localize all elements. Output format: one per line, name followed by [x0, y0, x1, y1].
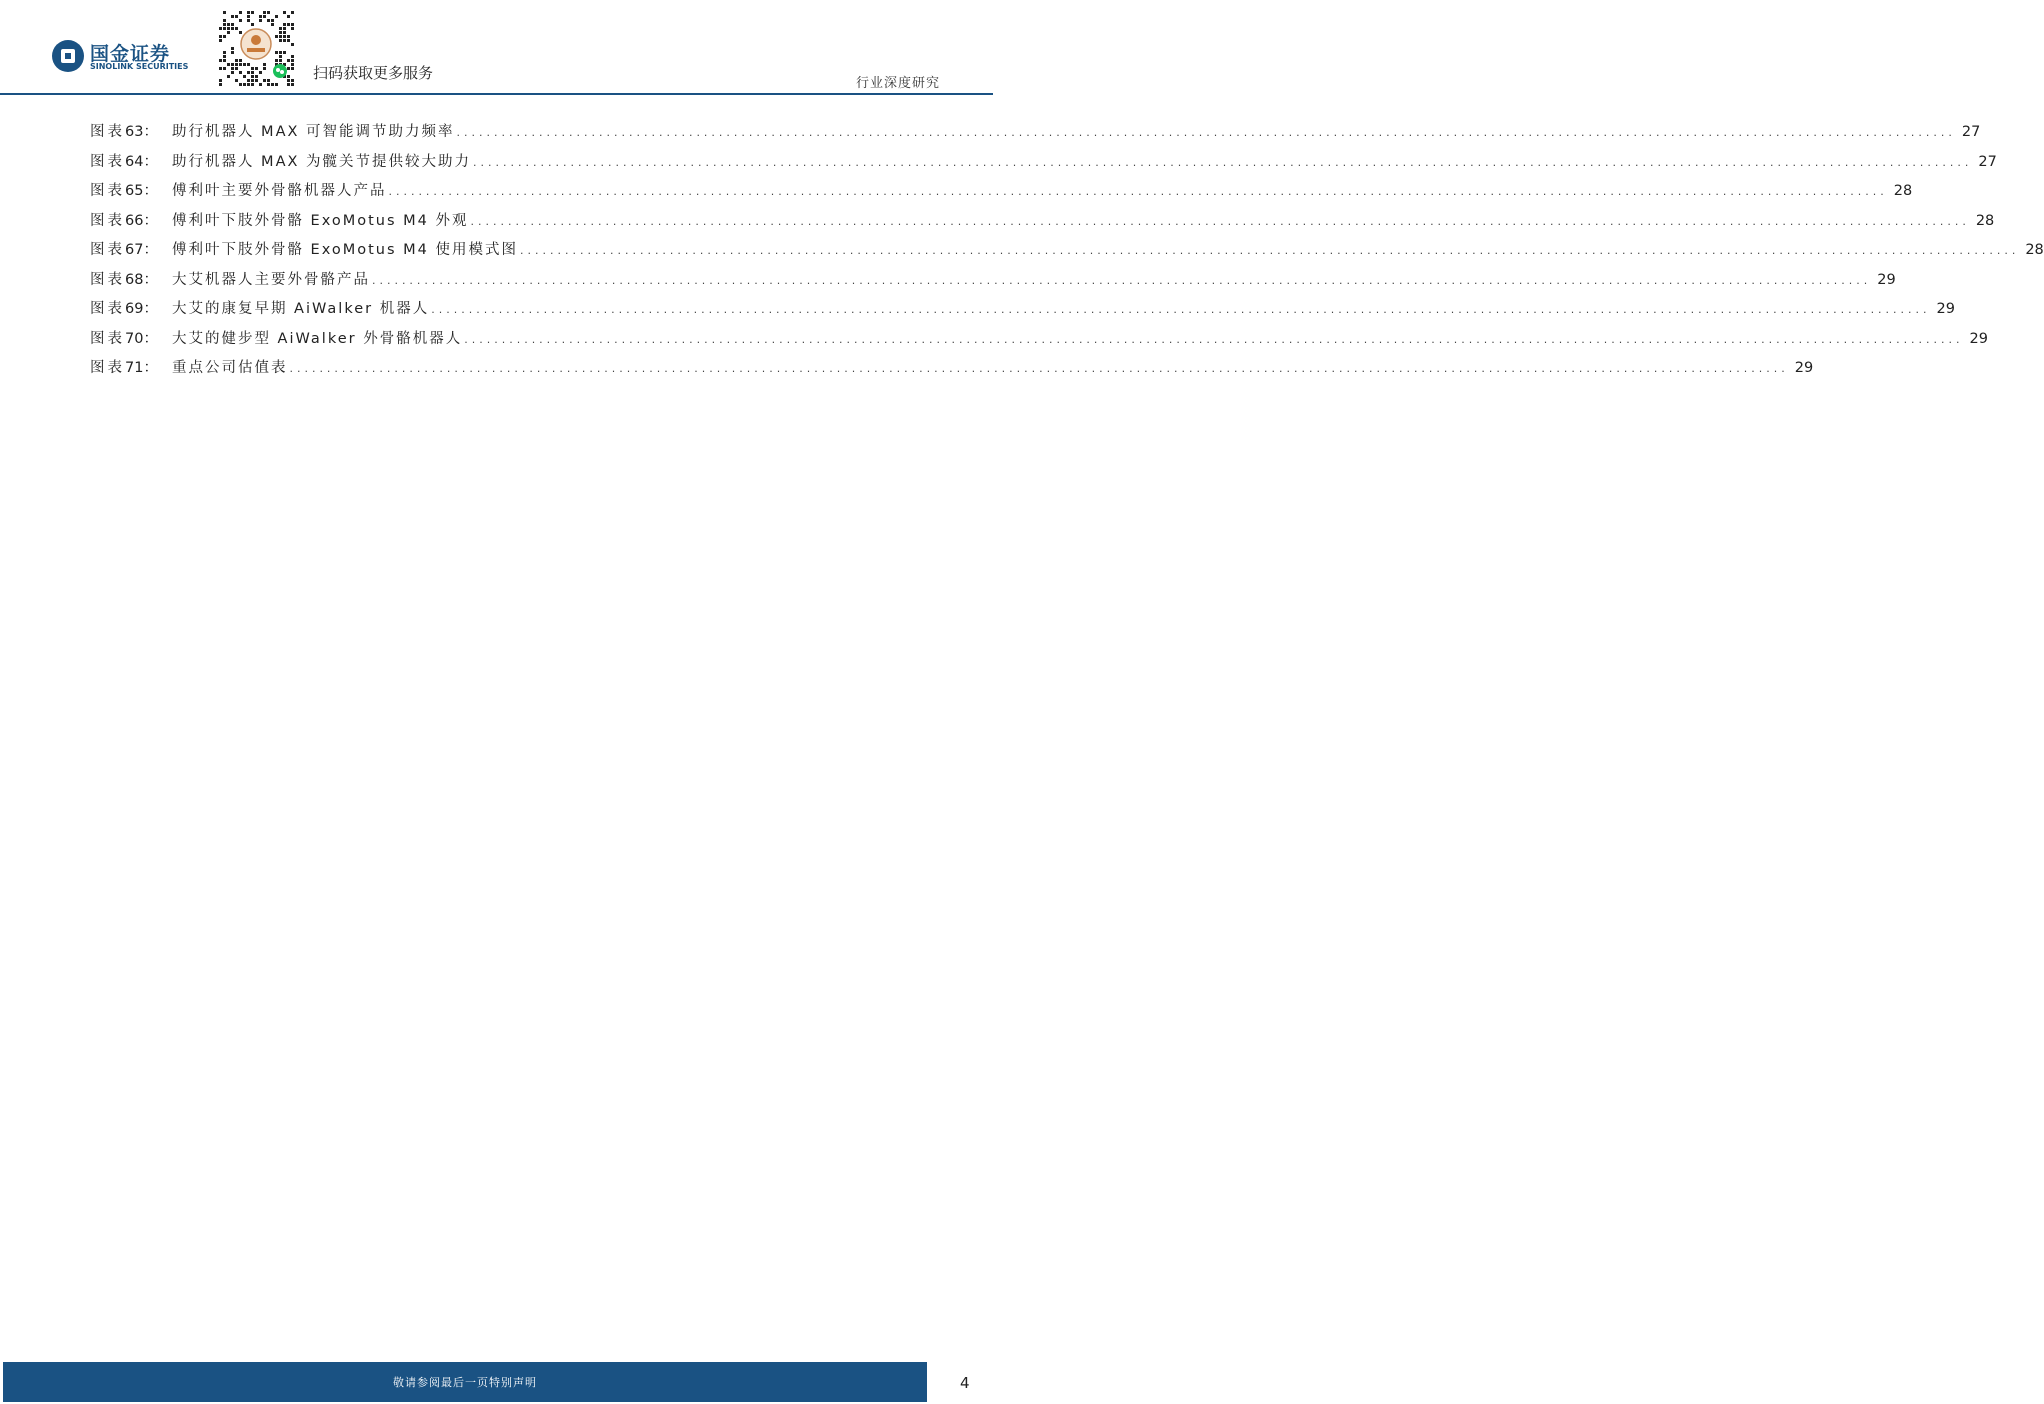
toc-entry-number: 69: [125, 301, 144, 317]
toc-entry-colon: ：: [143, 301, 158, 317]
toc-entry-colon: ：: [143, 183, 158, 199]
toc-entry[interactable]: [90, 297, 1955, 327]
toc-entry[interactable]: [90, 209, 1995, 239]
toc-entry-colon: ：: [143, 330, 158, 347]
toc-entry[interactable]: [90, 120, 1981, 150]
report-type-label: 行业深度研究: [855, 76, 940, 91]
page-footer: [3, 1362, 927, 1402]
toc-entry-number: 71: [125, 360, 144, 376]
toc-entry-number: 67: [125, 242, 144, 258]
toc-entry-title: 傅利叶下肢外骨骼 ExoMotus M4 外观: [171, 212, 469, 229]
toc-entry-page: 28: [2025, 242, 2044, 258]
toc-entry-number: 65: [125, 183, 144, 199]
logo-cn-text: 国金证券: [90, 43, 171, 65]
toc-entry-number: 66: [125, 212, 144, 229]
toc-entry-prefix: 图表: [90, 242, 125, 258]
toc-entry-leader: ........................................................................................................................................................................................................: [289, 362, 1789, 375]
toc-entry-leader: ........................................................................................................................................................................................................: [456, 126, 1956, 139]
toc-entry-page: 27: [1978, 153, 1997, 170]
toc-entry-number: 64: [125, 153, 144, 170]
toc-entry-colon: ：: [143, 212, 158, 229]
toc-entry-page: 29: [1794, 360, 1814, 376]
toc-entry-leader: ........................................................................................................................................................................................................: [464, 332, 1964, 346]
scan-service-text: 扫码获取更多服务: [313, 64, 434, 82]
toc-entry-leader: ........................................................................................................................................................................................................: [473, 155, 1973, 169]
sinolink-logo-icon: [52, 40, 84, 72]
toc-entry-page: 29: [1936, 301, 1955, 317]
toc-entry-colon: ：: [143, 153, 158, 170]
toc-entry-page: 29: [1969, 330, 1988, 347]
header-divider: [0, 93, 993, 95]
toc-entry-title: 重点公司估值表: [171, 360, 288, 376]
toc-entry-prefix: 图表: [90, 212, 125, 229]
footer-disclaimer: 敬请参阅最后一页特别声明: [393, 1376, 537, 1389]
toc-entry-page: 27: [1961, 124, 1981, 140]
toc-entry-colon: ：: [143, 242, 158, 258]
toc-entry-title: 傅利叶主要外骨骼机器人产品: [171, 183, 387, 199]
table-of-figures: [90, 120, 2044, 386]
page-number: 4: [960, 1374, 970, 1392]
toc-entry-title: 傅利叶下肢外骨骼 ExoMotus M4 使用模式图: [171, 242, 518, 258]
toc-entry-page: 28: [1975, 212, 1995, 229]
toc-entry-leader: ........................................................................................................................................................................................................: [431, 303, 1931, 316]
sinolink-logo: [52, 38, 202, 74]
toc-entry-colon: ：: [143, 271, 158, 288]
toc-entry-leader: ........................................................................................................................................................................................................: [388, 185, 1888, 198]
toc-entry-prefix: 图表: [90, 183, 125, 199]
toc-entry-title: 大艾机器人主要外骨骼产品: [171, 271, 370, 288]
toc-entry[interactable]: [90, 327, 1988, 357]
toc-entry[interactable]: [90, 150, 1997, 180]
logo-en-text: SINOLINK SECURITIES: [90, 62, 189, 71]
toc-entry-colon: ：: [143, 360, 158, 376]
toc-entry-prefix: 图表: [90, 360, 125, 376]
toc-entry-leader: ........................................................................................................................................................................................................: [371, 273, 1872, 287]
toc-entry-prefix: 图表: [90, 124, 125, 140]
toc-entry[interactable]: [90, 238, 2044, 268]
toc-entry-page: 29: [1877, 271, 1896, 288]
toc-entry-number: 63: [125, 124, 144, 140]
page-header: [0, 0, 993, 95]
toc-entry-number: 68: [125, 271, 144, 288]
toc-entry-prefix: 图表: [90, 153, 125, 170]
toc-entry-leader: ........................................................................................................................................................................................................: [470, 214, 1970, 228]
toc-entry[interactable]: [90, 179, 1913, 209]
toc-entry-title: 助行机器人 MAX 为髋关节提供较大助力: [171, 153, 472, 170]
toc-entry-prefix: 图表: [90, 301, 125, 317]
toc-entry-title: 大艾的康复早期 AiWalker 机器人: [171, 301, 430, 317]
toc-entry-leader: ........................................................................................................................................................................................................: [520, 244, 2020, 257]
toc-entry-page: 28: [1893, 183, 1913, 199]
toc-entry[interactable]: [90, 356, 1814, 386]
toc-entry-colon: ：: [143, 124, 158, 140]
toc-entry-prefix: 图表: [90, 271, 125, 288]
toc-entry-title: 大艾的健步型 AiWalker 外骨骼机器人: [171, 330, 463, 347]
toc-entry-prefix: 图表: [90, 330, 125, 347]
toc-entry-number: 70: [125, 330, 144, 347]
toc-entry[interactable]: [90, 268, 1896, 298]
qr-code-icon: [217, 10, 296, 86]
toc-entry-title: 助行机器人 MAX 可智能调节助力频率: [171, 124, 455, 140]
